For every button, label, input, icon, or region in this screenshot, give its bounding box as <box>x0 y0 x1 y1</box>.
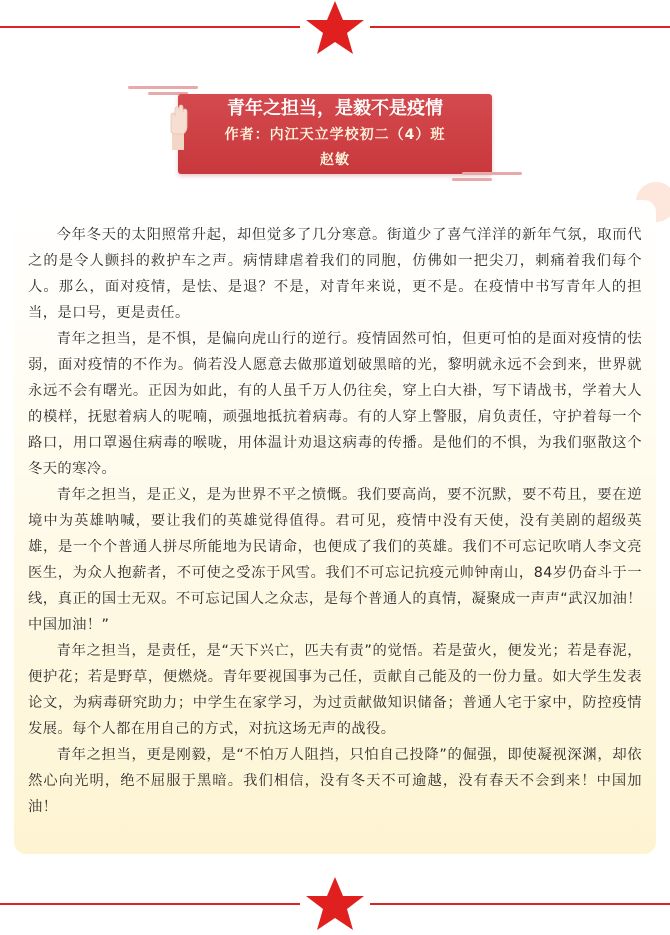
article-body <box>14 200 656 854</box>
paragraph: 今年冬天的太阳照常升起，却但觉多了几分寒意。街道少了喜气洋洋的新年气氛，取而代之的是令人颤抖的救护车之声。病情肆虐着我们的同胞，仿佛如一把尖刀，刺痛着我们每个人。那么，面对疫情，是怯、是退？不是，对青年来说，更不是。在疫情中书写青年人的担当，是口号，更是责任。 <box>28 227 642 321</box>
author-line: 作者：内江天立学校初二（4）班 <box>224 127 446 143</box>
top-star-icon <box>303 0 367 56</box>
bottom-rule-left <box>0 903 300 905</box>
paragraph: 青年之担当，是正义，是为世界不平之愤慨。我们要高尚，要不沉默，要不苟且，要在逆境中为英雄呐喊，要让我们的英雄觉得值得。君可见，疫情中没有天使，没有美剧的超级英雄，是一个个普通人拼尽所能地为民请命，也便成了我们的英雄。我们不可忘记吹哨人李文亮医生，为众人抱薪者，不可使之受冻于风雪。我们不可忘记抗疫元帅钟南山，84岁仍奋斗于一线，真正的国士无双。不可忘记国人之众志，是每个普通人的真情，凝聚成一声声“武汉加油！中国加油！” <box>28 487 642 633</box>
bottom-rule-right <box>370 903 670 905</box>
page-title: 青年之担当，是毅不是疫情 <box>227 98 443 119</box>
banner-stripe-decoration <box>462 172 522 175</box>
top-rule-left <box>0 26 300 28</box>
banner-stripe-decoration <box>128 86 198 89</box>
top-rule-right <box>370 26 670 28</box>
author-name: 赵敏 <box>320 152 350 168</box>
paragraph: 青年之担当，是责任，是“天下兴亡，匹夫有责”的觉悟。若是萤火，便发光；若是春泥，便护花；若是野草，便燃烧。青年要视国事为己任，贡献自己能及的一份力量。如大学生发表论文，为病毒研究助力；中学生在家学习，为过贡献做知识储备；普通人宅于家中，防控疫情发展。每个人都在用自己的方式，对抗这场无声的战役。 <box>28 643 642 737</box>
paragraph: 青年之担当，更是刚毅，是“不怕万人阻挡，只怕自己投降”的倔强，即使凝视深渊，却依然心向光明，绝不屈服于黑暗。我们相信，没有冬天不可逾越，没有春天不会到来！中国加油！ <box>28 747 642 815</box>
paragraph: 青年之担当，是不惧，是偏向虎山行的逆行。疫情固然可怕，但更可怕的是面对疫情的怯弱，面对疫情的不作为。倘若没人愿意去做那道划破黑暗的光，黎明就永远不会到来，世界就永远不会有曙光。正因为如此，有的人虽千万人仍往矣，穿上白大褂，写下请战书，学着大人的模样，抚慰着病人的呢喃，顽强地抵抗着病毒。有的人穿上警服，肩负责任，守护着每一个路口，用口罩遏住病毒的喉咙，用体温计劝退这病毒的传播。是他们的不惧，为我们驱散这个冬天的寒冷。 <box>28 331 642 477</box>
banner-stripe-decoration <box>452 178 492 181</box>
bottom-star-icon <box>303 876 367 932</box>
